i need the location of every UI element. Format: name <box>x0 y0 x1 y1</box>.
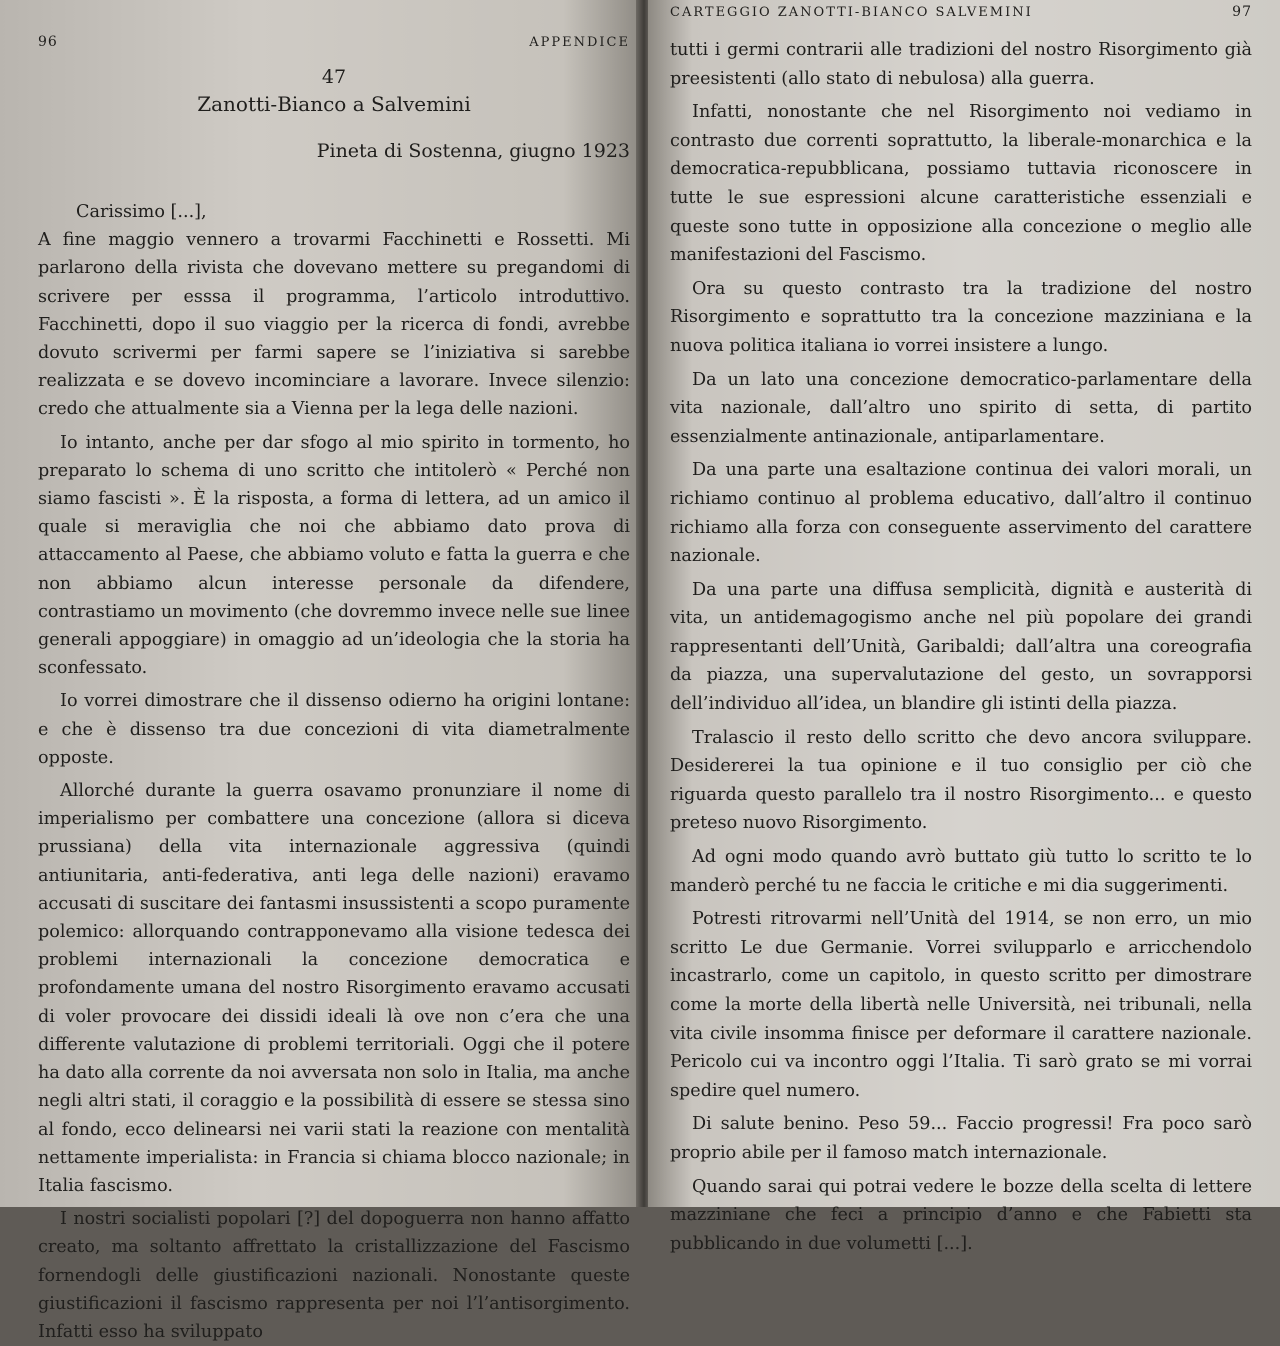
running-head: CARTEGGIO ZANOTTI-BIANCO SALVEMINI <box>670 5 1033 20</box>
paragraph: tutti i germi contrarii alle tradizioni del nostro Risorgimento già preesistenti (allo stato di nebulosa) alla guerra. <box>670 40 1252 89</box>
paragraph: I nostri socialisti popolari [?] del dopoguerra non hanno affatto creato, ma soltanto affrettato la cristallizzazione del Fascismo fornendogli delle giustificazioni nazionali. Nonostante queste giustificazioni il fascismo rappresenta per noi l’l’antisorgimento. Infatti esso ha sviluppato <box>38 1209 630 1342</box>
paragraph: Ad ogni modo quando avrò buttato giù tutto lo scritto te lo manderò perché tu ne faccia le critiche e mi dia suggerimenti. <box>670 847 1252 896</box>
paragraph: Allorché durante la guerra osavamo pronunziare il nome di imperialismo per combattere una concezione (allora si diceva prussiana) della vita internazionale aggressiva (quindi antiunitaria, anti-federativa, anti lega delle nazioni) eravamo accusati di suscitare dei fantasmi insussistenti a scopo puramente polemico: allorquando contrapponevamo alla visione tedesca dei problemi internazionali la concezione democratica e profondamente umana del nostro Risorgimento eravamo accusati di voler provocare dei dissidi ideali là ove non c’era che una differente valutazione di problemi territoriali. Oggi che il potere ha dato alla corrente da noi avversata non solo in Italia, ma anche negli altri stati, il coraggio e la possibilità di essere se stessa sino al fondo, ecco delinearsi nei varii stati la reazione con mentalità nettamente imperialista: in Francia si chiama blocco nazionale; in Italia fascismo. <box>38 781 630 1196</box>
right-page-body <box>670 36 1252 1258</box>
paragraph: Infatti, nonostante che nel Risorgimento noi vediamo in contrasto due correnti soprattutto, la liberale-monarchica e la democratica-repubblicana, possiamo tuttavia riconoscere in tutte le sue espressioni alcune caratteristiche essenziali e queste sono tutte in opposizione alla concezione o meglio alle manifestazioni del Fascismo. <box>670 102 1252 266</box>
page-number: 97 <box>1232 4 1252 20</box>
paragraph: Potresti ritrovarmi nell’Unità del 1914, se non erro, un mio scritto Le due Germanie. Vorrei svilupparlo e arricchendolo incastrarlo, come un capitolo, in questo scritto per dimostrare come la morte della libertà nelle Università, nei tribunali, nella vita civile insomma finisce per deformare il carattere nazionale. Pericolo cui va incontro oggi l’Italia. Ti sarò grato se mi vorrai spedire quel numero. <box>670 909 1252 1101</box>
running-head: APPENDICE <box>529 35 630 50</box>
paragraph: Io intanto, anche per dar sfogo al mio spirito in tormento, ho preparato lo schema di uno scritto che intitolerò « Perché non siamo fascisti ». È la risposta, a forma di lettera, ad un amico il quale si meraviglia che noi che abbiamo dato prova di attaccamento al Paese, che abbiamo voluto e fatta la guerra e che non abbiamo alcun interesse personale da difendere, contrastiamo un movimento (che dovremmo invece nelle sue linee generali appoggiare) in omaggio ad un’ideologia che la storia ha sconfessato. <box>38 432 630 679</box>
paragraph: Quando sarai qui potrai vedere le bozze della scelta di lettere mazziniane che feci a principio d’anno e che Fabietti sta pubblicando in due volumetti [...]. <box>670 1176 1252 1254</box>
left-page <box>0 0 640 1342</box>
paragraph: A fine maggio vennero a trovarmi Facchinetti e Rossetti. Mi parlarono della rivista che dovevano mettere su pregandomi di scrivere per esssa il programma, l’articolo introduttivo. Facchinetti, dopo il suo viaggio per la ricerca di fondi, avrebbe dovuto scrivermi per farmi sapere se l’iniziativa si sarebbe realizzata e se dovevo incominciare a lavorare. Invece silenzio: credo che attualmente sia a Vienna per la lega delle nazioni. <box>38 230 630 420</box>
paragraph: Da un lato una concezione democratico-parlamentare della vita nazionale, dall’altro uno spirito di setta, di partito essenzialmente antinazionale, antiparlamentare. <box>670 369 1252 447</box>
right-page-header <box>670 4 1252 20</box>
paragraph: Tralascio il resto dello scritto che devo ancora sviluppare. Desidererei la tua opinione e il tuo consiglio per ciò che riguarda questo parallelo tra il nostro Risorgimento... e questo preteso nuovo Risorgimento. <box>670 727 1252 834</box>
paragraph: Di salute benino. Peso 59... Faccio progressi! Fra poco sarò proprio abile per il famoso match internazionale. <box>670 1114 1252 1163</box>
document-title: Zanotti-Bianco a Salvemini <box>197 92 471 116</box>
paragraph: Ora su questo contrasto tra la tradizione del nostro Risorgimento e soprattutto tra la concezione mazziniana e la nuova politica italiana io vorrei insistere a lungo. <box>670 278 1252 356</box>
left-page-body <box>38 198 630 1346</box>
page-number: 96 <box>38 34 58 50</box>
paragraph: Da una parte una esaltazione continua dei valori morali, un richiamo continuo al problema educativo, dall’altro il continuo richiamo alla forza con conseguente asservimento del carattere nazionale. <box>670 460 1252 567</box>
left-page-header <box>38 34 630 50</box>
document-number: 47 <box>321 66 347 88</box>
paragraph: Io vorrei dimostrare che il dissenso odierno ha origini lontane: e che è dissenso tra due concezioni di vita diametralmente opposte. <box>38 691 630 768</box>
paragraph: Da una parte una diffusa semplicità, dignità e austerità di vita, un antidemagogismo anche nel più popolare dei grandi rappresentanti dell’Unità, Garibaldi; dall’altra una coreografia da piazza, una supervalutazione del gesto, un sovrapporsi dell’individuo all’idea, un blandire gli istinti della piazza. <box>670 579 1252 715</box>
right-page <box>648 0 1280 1254</box>
letter-dateline: Pineta di Sostenna, giugno 1923 <box>316 140 630 162</box>
letter-salutation: Carissimo [...], <box>76 202 207 222</box>
